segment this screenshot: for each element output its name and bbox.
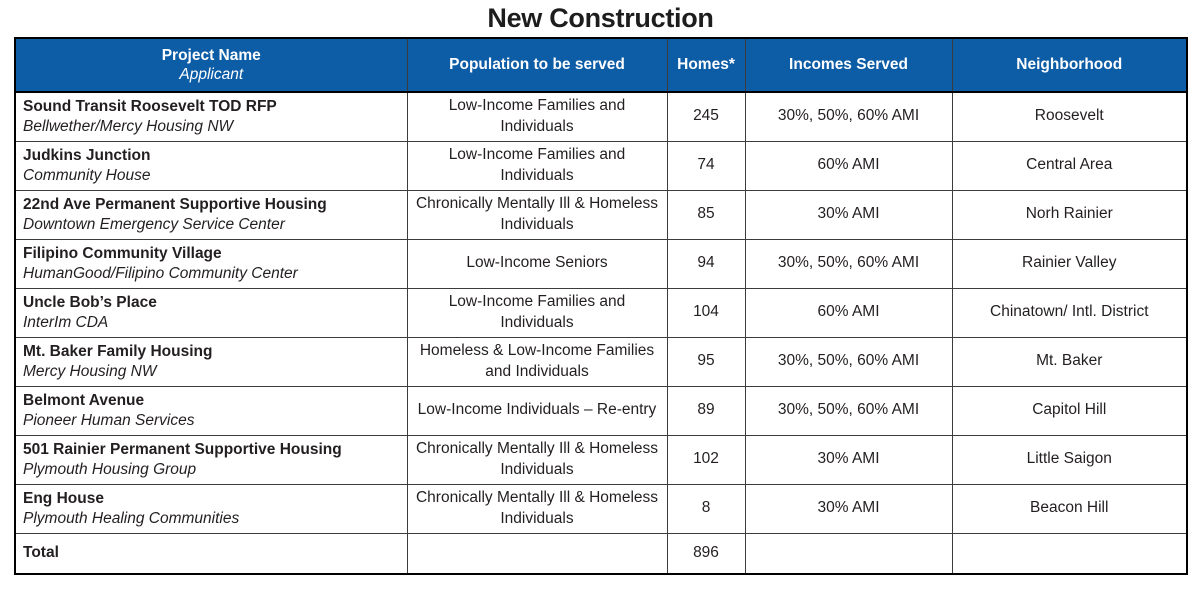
neighborhood-cell: Rainier Valley (952, 239, 1187, 288)
applicant-name: Bellwether/Mercy Housing NW (23, 117, 234, 135)
project-name: 501 Rainier Permanent Supportive Housing (23, 441, 342, 459)
population-cell: Low-Income Families and Individuals (407, 92, 667, 141)
applicant-name: HumanGood/Filipino Community Center (23, 264, 298, 282)
project-cell (15, 386, 407, 435)
table-row (15, 288, 1187, 337)
neighborhood-cell: Central Area (952, 141, 1187, 190)
incomes-cell: 30% AMI (745, 435, 952, 484)
incomes-cell: 60% AMI (745, 141, 952, 190)
applicant-name: Plymouth Housing Group (23, 460, 197, 478)
table-body (15, 92, 1187, 533)
header-homes: Homes* (667, 38, 745, 92)
total-neighborhood-cell (952, 533, 1187, 574)
project-name: Eng House (23, 490, 104, 508)
project-cell (15, 239, 407, 288)
project-name: Sound Transit Roosevelt TOD RFP (23, 98, 277, 116)
homes-cell: 104 (667, 288, 745, 337)
population-cell: Chronically Mentally Ill & Homeless Individuals (407, 435, 667, 484)
incomes-cell: 30%, 50%, 60% AMI (745, 92, 952, 141)
table-row (15, 239, 1187, 288)
applicant-name: Plymouth Healing Communities (23, 509, 240, 527)
incomes-cell: 60% AMI (745, 288, 952, 337)
project-cell (15, 484, 407, 533)
project-cell (15, 141, 407, 190)
neighborhood-cell: Beacon Hill (952, 484, 1187, 533)
population-cell: Chronically Mentally Ill & Homeless Individuals (407, 484, 667, 533)
applicant-name: InterIm CDA (23, 313, 109, 331)
total-incomes-cell (745, 533, 952, 574)
table-row (15, 190, 1187, 239)
project-name: Belmont Avenue (23, 392, 145, 410)
project-name: Mt. Baker Family Housing (23, 343, 213, 361)
table-row (15, 337, 1187, 386)
incomes-cell: 30%, 50%, 60% AMI (745, 337, 952, 386)
homes-cell: 74 (667, 141, 745, 190)
population-cell: Low-Income Individuals – Re-entry (407, 386, 667, 435)
incomes-cell: 30% AMI (745, 190, 952, 239)
total-population-cell (407, 533, 667, 574)
neighborhood-cell: Little Saigon (952, 435, 1187, 484)
table-row (15, 386, 1187, 435)
population-cell: Homeless & Low-Income Families and Individuals (407, 337, 667, 386)
homes-cell: 89 (667, 386, 745, 435)
header-population: Population to be served (407, 38, 667, 92)
applicant-name: Downtown Emergency Service Center (23, 215, 285, 233)
neighborhood-cell: Mt. Baker (952, 337, 1187, 386)
new-construction-table (14, 37, 1188, 575)
table-row (15, 92, 1187, 141)
total-row (15, 533, 1187, 574)
homes-cell: 245 (667, 92, 745, 141)
population-cell: Low-Income Families and Individuals (407, 141, 667, 190)
neighborhood-cell: Capitol Hill (952, 386, 1187, 435)
incomes-cell: 30% AMI (745, 484, 952, 533)
total-label: Total (15, 533, 407, 574)
header-project-name-label: Project Name (161, 46, 261, 64)
project-cell (15, 288, 407, 337)
homes-cell: 85 (667, 190, 745, 239)
header-applicant-label: Applicant (179, 65, 244, 83)
applicant-name: Community House (23, 166, 151, 184)
incomes-cell: 30%, 50%, 60% AMI (745, 386, 952, 435)
project-cell (15, 337, 407, 386)
project-cell (15, 92, 407, 141)
page-title: New Construction (487, 3, 714, 33)
neighborhood-cell: Norh Rainier (952, 190, 1187, 239)
homes-cell: 102 (667, 435, 745, 484)
table-row (15, 484, 1187, 533)
population-cell: Chronically Mentally Ill & Homeless Individuals (407, 190, 667, 239)
homes-cell: 8 (667, 484, 745, 533)
total-homes-cell: 896 (667, 533, 745, 574)
homes-cell: 94 (667, 239, 745, 288)
neighborhood-cell: Chinatown/ Intl. District (952, 288, 1187, 337)
project-cell (15, 190, 407, 239)
applicant-name: Pioneer Human Services (23, 411, 195, 429)
incomes-cell: 30%, 50%, 60% AMI (745, 239, 952, 288)
table-footer (15, 533, 1187, 574)
project-name: Filipino Community Village (23, 245, 222, 263)
population-cell: Low-Income Families and Individuals (407, 288, 667, 337)
table-header (15, 38, 1187, 92)
project-name: Uncle Bob’s Place (23, 294, 157, 312)
applicant-name: Mercy Housing NW (23, 362, 157, 380)
project-cell (15, 435, 407, 484)
header-project-name (15, 38, 407, 92)
project-name: Judkins Junction (23, 147, 151, 165)
neighborhood-cell: Roosevelt (952, 92, 1187, 141)
table-row (15, 141, 1187, 190)
homes-cell: 95 (667, 337, 745, 386)
population-cell: Low-Income Seniors (407, 239, 667, 288)
table-row (15, 435, 1187, 484)
header-incomes-served: Incomes Served (745, 38, 952, 92)
header-neighborhood: Neighborhood (952, 38, 1187, 92)
project-name: 22nd Ave Permanent Supportive Housing (23, 196, 327, 214)
